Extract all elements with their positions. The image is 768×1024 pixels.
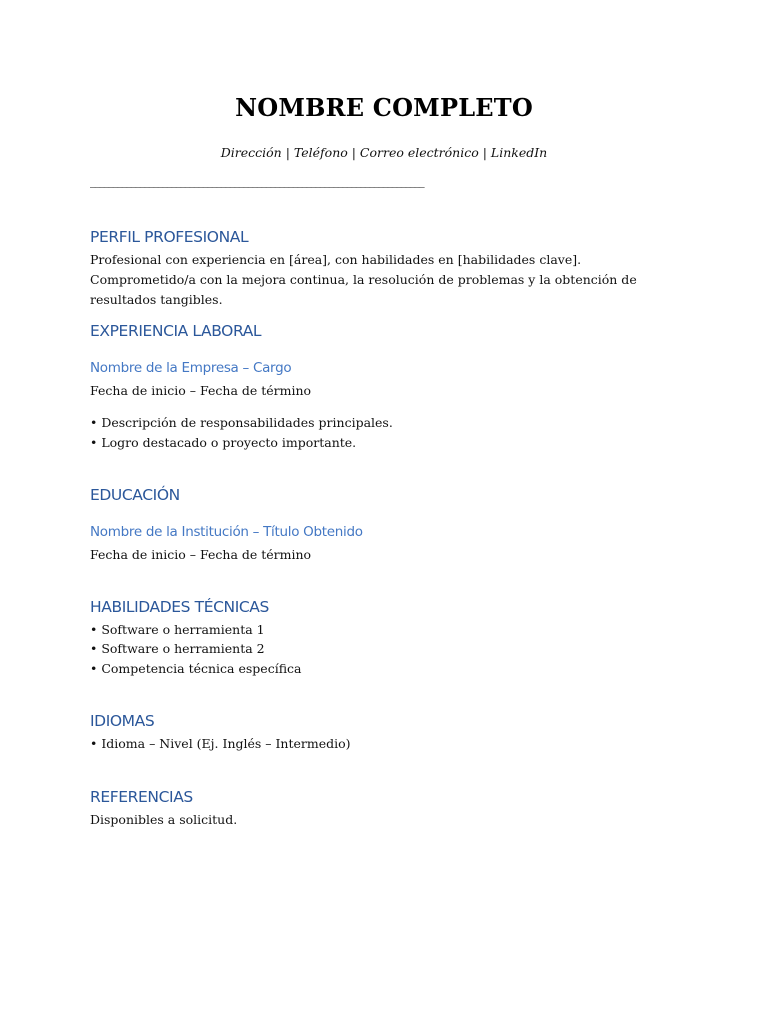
perfil-text: Profesional con experiencia en [área], con habilidades en [habilidades clave]. Comprometido/a con la mejora continua, la resolución de problemas y la obtención de resultados tangibles. <box>90 252 637 307</box>
section-heading-idiomas: IDIOMAS <box>90 712 155 730</box>
education-dates: Fecha de inicio – Fecha de término <box>90 547 312 562</box>
divider-line: __________________________________________________________________________ <box>90 180 424 191</box>
job-dates: Fecha de inicio – Fecha de término <box>90 383 312 398</box>
job-title: Nombre de la Empresa – Cargo <box>90 360 292 376</box>
skill-bullet: • Competencia técnica específica <box>90 661 302 676</box>
section-heading-referencias: REFERENCIAS <box>90 788 193 806</box>
section-heading-perfil: PERFIL PROFESIONAL <box>90 228 249 246</box>
skill-bullet: • Software o herramienta 2 <box>90 641 265 656</box>
language-bullet: • Idioma – Nivel (Ej. Inglés – Intermedio) <box>90 736 351 751</box>
experience-bullet: • Descripción de responsabilidades principales. <box>90 415 393 430</box>
experience-bullet: • Logro destacado o proyecto importante. <box>90 435 357 450</box>
skill-bullet: • Software o herramienta 1 <box>90 622 265 637</box>
section-heading-experiencia: EXPERIENCIA LABORAL <box>90 322 262 340</box>
section-heading-habilidades: HABILIDADES TÉCNICAS <box>90 598 269 616</box>
references-text: Disponibles a solicitud. <box>90 812 238 827</box>
section-heading-educacion: EDUCACIÓN <box>90 486 180 504</box>
institution-title: Nombre de la Institución – Título Obtenido <box>90 524 363 540</box>
contact-line: Dirección | Teléfono | Correo electrónico | LinkedIn <box>220 145 548 160</box>
full-name-title: NOMBRE COMPLETO <box>235 93 533 122</box>
